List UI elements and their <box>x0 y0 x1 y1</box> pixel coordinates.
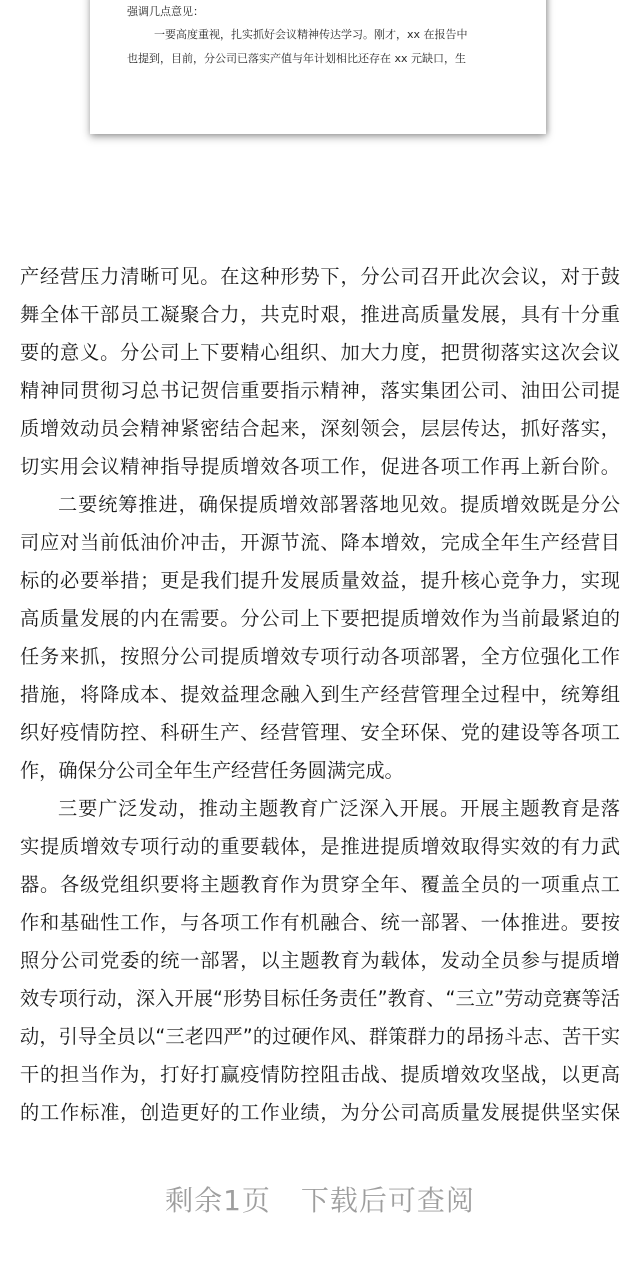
paragraph-start-line: 二要统筹推进，确保提质增效部署落地见效。提质增效既是分公 <box>58 493 620 516</box>
preview-line: 一要高度重视，扎实抓好会议精神传达学习。刚才，xx 在报告中 <box>154 28 468 41</box>
body-line: 的工作标准，创造更好的工作业绩，为分公司高质量发展提供坚实保 <box>20 1101 620 1124</box>
download-to-view-label: 下载后可查阅 <box>300 1184 475 1217</box>
body-line: 织好疫情防控、科研生产、经营管理、安全环保、党的建设等各项工 <box>20 721 620 744</box>
paragraph-start-line: 三要广泛发动，推动主题教育广泛深入开展。开展主题教育是落 <box>58 797 620 820</box>
paragraph-end-line: 作，确保分公司全年生产经营任务圆满完成。 <box>20 759 404 782</box>
download-prompt[interactable] <box>0 1181 640 1221</box>
body-line: 器。各级党组织要将主题教育作为贯穿全年、覆盖全员的一项重点工 <box>20 873 620 896</box>
document-preview-card <box>90 0 546 134</box>
body-line: 效专项行动，深入开展“形势目标任务责任”教育、“三立”劳动竞赛等活 <box>20 987 620 1010</box>
body-line: 高质量发展的内在需要。分公司上下要把提质增效作为当前最紧迫的 <box>20 607 620 630</box>
body-line: 舞全体干部员工凝聚合力，共克时艰，推进高质量发展，具有十分重 <box>20 303 620 326</box>
body-line: 司应对当前低油价冲击，开源节流、降本增效，完成全年生产经营目 <box>20 531 620 554</box>
body-line: 切实用会议精神指导提质增效各项工作，促进各项工作再上新台阶。 <box>20 455 620 478</box>
body-line: 动，引导全员以“三老四严”的过硬作风、群策群力的昂扬斗志、苦干实 <box>20 1025 620 1048</box>
body-line: 干的担当作为，打好打赢疫情防控阻击战、提质增效攻坚战，以更高 <box>20 1063 620 1086</box>
body-line: 作和基础性工作，与各项工作有机融合、统一部署、一体推进。要按 <box>20 911 620 934</box>
body-line: 要的意义。分公司上下要精心组织、加大力度，把贯彻落实这次会议 <box>20 341 620 364</box>
body-line: 实提质增效专项行动的重要载体，是推进提质增效取得实效的有力武 <box>20 835 620 858</box>
body-line: 照分公司党委的统一部署，以主题教育为载体，发动全员参与提质增 <box>20 949 620 972</box>
preview-line: 也提到，目前，分公司已落实产值与年计划相比还存在 xx 元缺口，生 <box>127 52 467 65</box>
document-body <box>20 258 620 1132</box>
body-line: 标的必要举措；更是我们提升发展质量效益，提升核心竞争力，实现 <box>20 569 620 592</box>
remaining-pages-label: 剩余1页 <box>165 1184 271 1217</box>
body-line: 产经营压力清晰可见。在这种形势下，分公司召开此次会议，对于鼓 <box>20 265 620 288</box>
body-line: 精神同贯彻习总书记贺信重要指示精神，落实集团公司、油田公司提 <box>20 379 620 402</box>
body-line: 质增效动员会精神紧密结合起来，深刻领会，层层传达，抓好落实， <box>20 417 620 440</box>
body-line: 任务来抓，按照分公司提质增效专项行动各项部署，全方位强化工作 <box>20 645 620 668</box>
preview-line: 强调几点意见： <box>127 5 204 18</box>
body-line: 措施，将降成本、提效益理念融入到生产经营管理全过程中，统筹组 <box>20 683 620 706</box>
